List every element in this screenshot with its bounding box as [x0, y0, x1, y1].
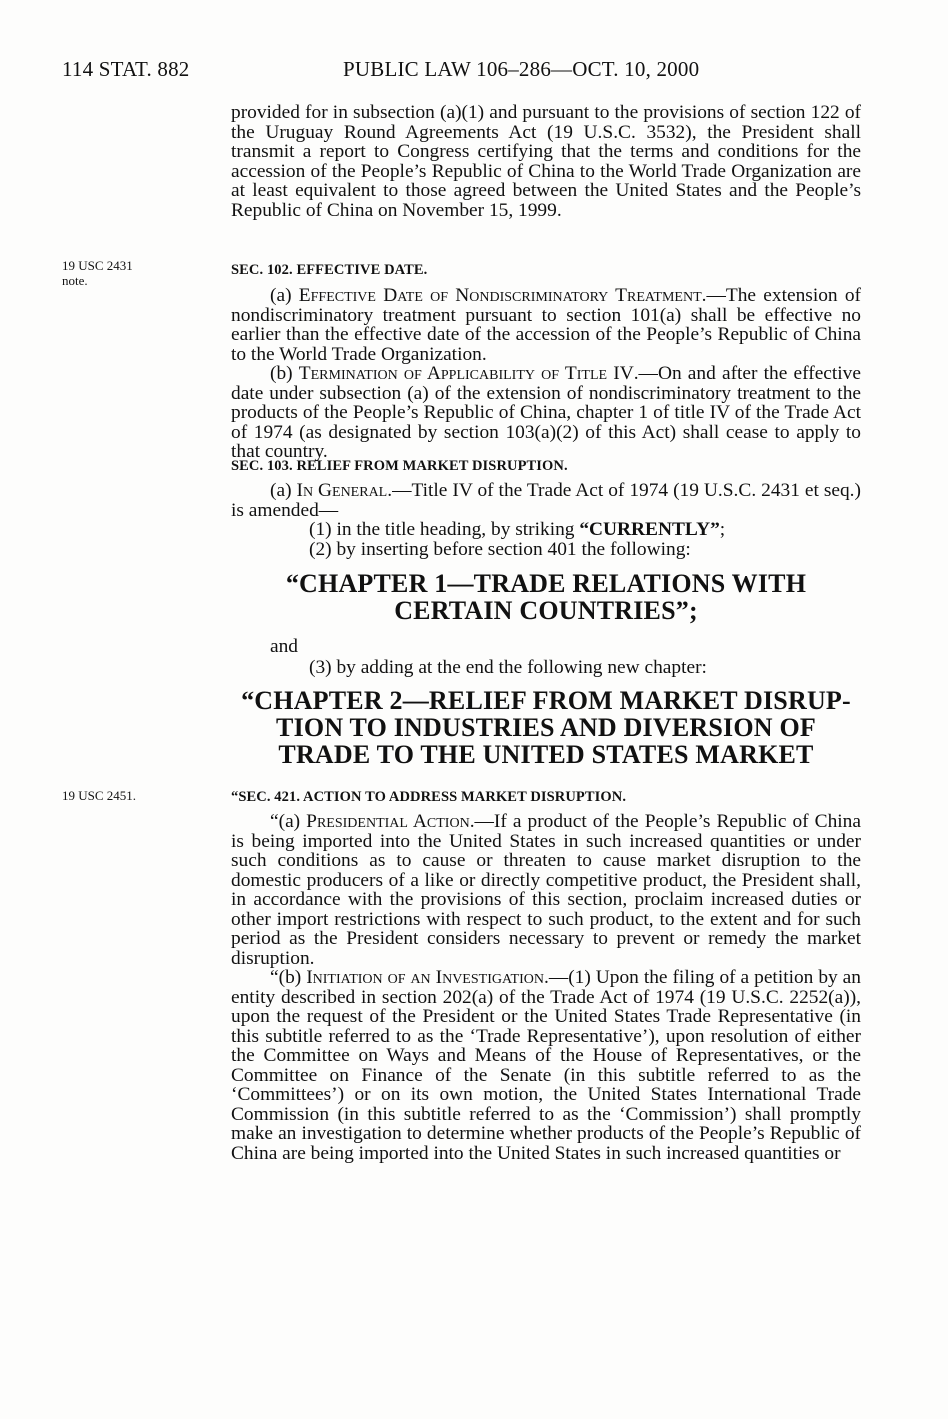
section-102-a	[231, 286, 861, 364]
chapter-2-line: TION TO INDUSTRIES AND DIVERSION OF	[276, 713, 816, 742]
subsection-label: “(b)	[270, 967, 307, 988]
chapter-2-line: “CHAPTER 2—RELIEF FROM MARKET DISRUP-	[241, 686, 851, 715]
subsection-title: In General	[296, 480, 388, 501]
item-text: ;	[719, 519, 726, 540]
chapter-1-heading	[231, 570, 861, 624]
section-103	[231, 458, 861, 475]
subsection-title: Effective Date of Nondiscriminatory Treatment	[298, 285, 702, 306]
subsection-label: (a)	[270, 480, 297, 501]
section-103-item-1	[231, 520, 861, 540]
statute-page-reference: 114 STAT. 882	[62, 57, 190, 81]
subsection-label: (a)	[270, 285, 299, 306]
subsection-text: .—(1) Upon the filing of a petition by an entity described in section 202(a) of the Trade Act of 1974 (19 U.S.C. 2252(a)), upon the request of the President or the United States Trade Representative (in this subtitle referred to as the ‘Trade Representative’), upon resolution of either the Committee on Ways and Means of the House of Representatives, or the Committee on Finance of the Senate (in this subtitle referred to as the ‘Committees’) or on its own motion, the United States International Trade Commission (in this subtitle referred to as the ‘Commission’) shall promptly make an investigation to determine whether products of the People’s Republic of China are being imported into the United States in such increased quantities or	[231, 967, 861, 1164]
section-102-heading: SEC. 102. EFFECTIVE DATE.	[231, 262, 428, 278]
section-103-item-2: (2) by inserting before section 401 the following:	[309, 538, 691, 560]
section-103-item-3-wrap	[231, 658, 861, 678]
section-102-b	[231, 364, 861, 462]
subsection-text: .—The extension of nondiscriminatory treatment pursuant to section 101(a) shall be effective no earlier than the effective date of the accession of the People’s Republic of China to the World Trade Organization.	[231, 285, 861, 365]
subsection-label: “(a)	[270, 811, 307, 832]
section-421-body	[231, 812, 861, 1163]
section-103-body	[231, 481, 861, 559]
margin-note-line: note.	[62, 273, 88, 288]
chapter-2-heading	[231, 687, 861, 768]
intro-paragraph: provided for in subsection (a)(1) and pursuant to the provisions of section 122 of the Uruguay Round Agreements Act (19 U.S.C. 3532), the President shall transmit a report to Congress certifying that the terms and conditions for the accession of the People’s Republic of China to the World Trade Organization are at least equivalent to those agreed between the United States and the People’s Republic of China on November 15, 1999.	[231, 102, 861, 221]
section-103-a	[231, 481, 861, 520]
section-421-b	[231, 968, 861, 1163]
section-103-item-3: (3) by adding at the end the following new chapter:	[309, 657, 707, 678]
subsection-label: (b)	[270, 363, 299, 384]
subsection-text: .—If a product of the People’s Republic of China is being imported into the United States in such increased quantities or under such conditions as to cause or threaten to cause market disruption to the domestic producers of a like or directly competitive product, the President shall, in accordance with the provisions of this section, proclaim increased duties or other import restrictions with respect to such product, to the extent and for such period as the President considers necessary to prevent or remedy the market disruption.	[231, 811, 861, 969]
subsection-text: .—Title IV of the Trade Act of 1974 (19 U.S.C. 2431 et seq.) is amended—	[231, 480, 861, 521]
section-102-body	[231, 286, 861, 462]
margin-note-usc-2451: 19 USC 2451.	[62, 788, 137, 803]
chapter-1-line: CERTAIN COUNTRIES”;	[394, 596, 698, 625]
subsection-text: .—On and after the effective date under subsection (a) of the extension of nondiscriminatory treatment to the products of the People’s Republic of China, chapter 1 of title IV of the Trade Act of 1974 (as designated by section 103(a)(2) of this Act) shall cease to apply to that country.	[231, 363, 861, 462]
subsection-title: Initiation of an Investigation	[306, 967, 544, 988]
struck-word: “CURRENTLY”	[579, 519, 720, 540]
chapter-1-line: “CHAPTER 1—TRADE RELATIONS WITH	[285, 569, 807, 598]
subsection-title: Presidential Action	[306, 811, 470, 832]
subsection-title: Termination of Applicability of Title IV	[298, 363, 634, 384]
section-102	[231, 262, 861, 279]
margin-note-line: 19 USC 2431	[62, 258, 133, 273]
intro-block	[231, 103, 861, 220]
section-103-heading: SEC. 103. RELIEF FROM MARKET DISRUPTION.	[231, 458, 568, 474]
margin-note-usc-2431	[62, 258, 212, 288]
section-421-heading: “SEC. 421. ACTION TO ADDRESS MARKET DISRUPTION.	[231, 789, 627, 805]
item-text: (1) in the title heading, by striking	[309, 519, 580, 540]
section-421-a	[231, 812, 861, 968]
running-title: PUBLIC LAW 106–286—OCT. 10, 2000	[343, 57, 700, 81]
and-connector	[231, 637, 861, 657]
and-word: and	[270, 636, 298, 657]
section-421	[231, 789, 861, 806]
chapter-2-line: TRADE TO THE UNITED STATES MARKET	[278, 740, 814, 769]
